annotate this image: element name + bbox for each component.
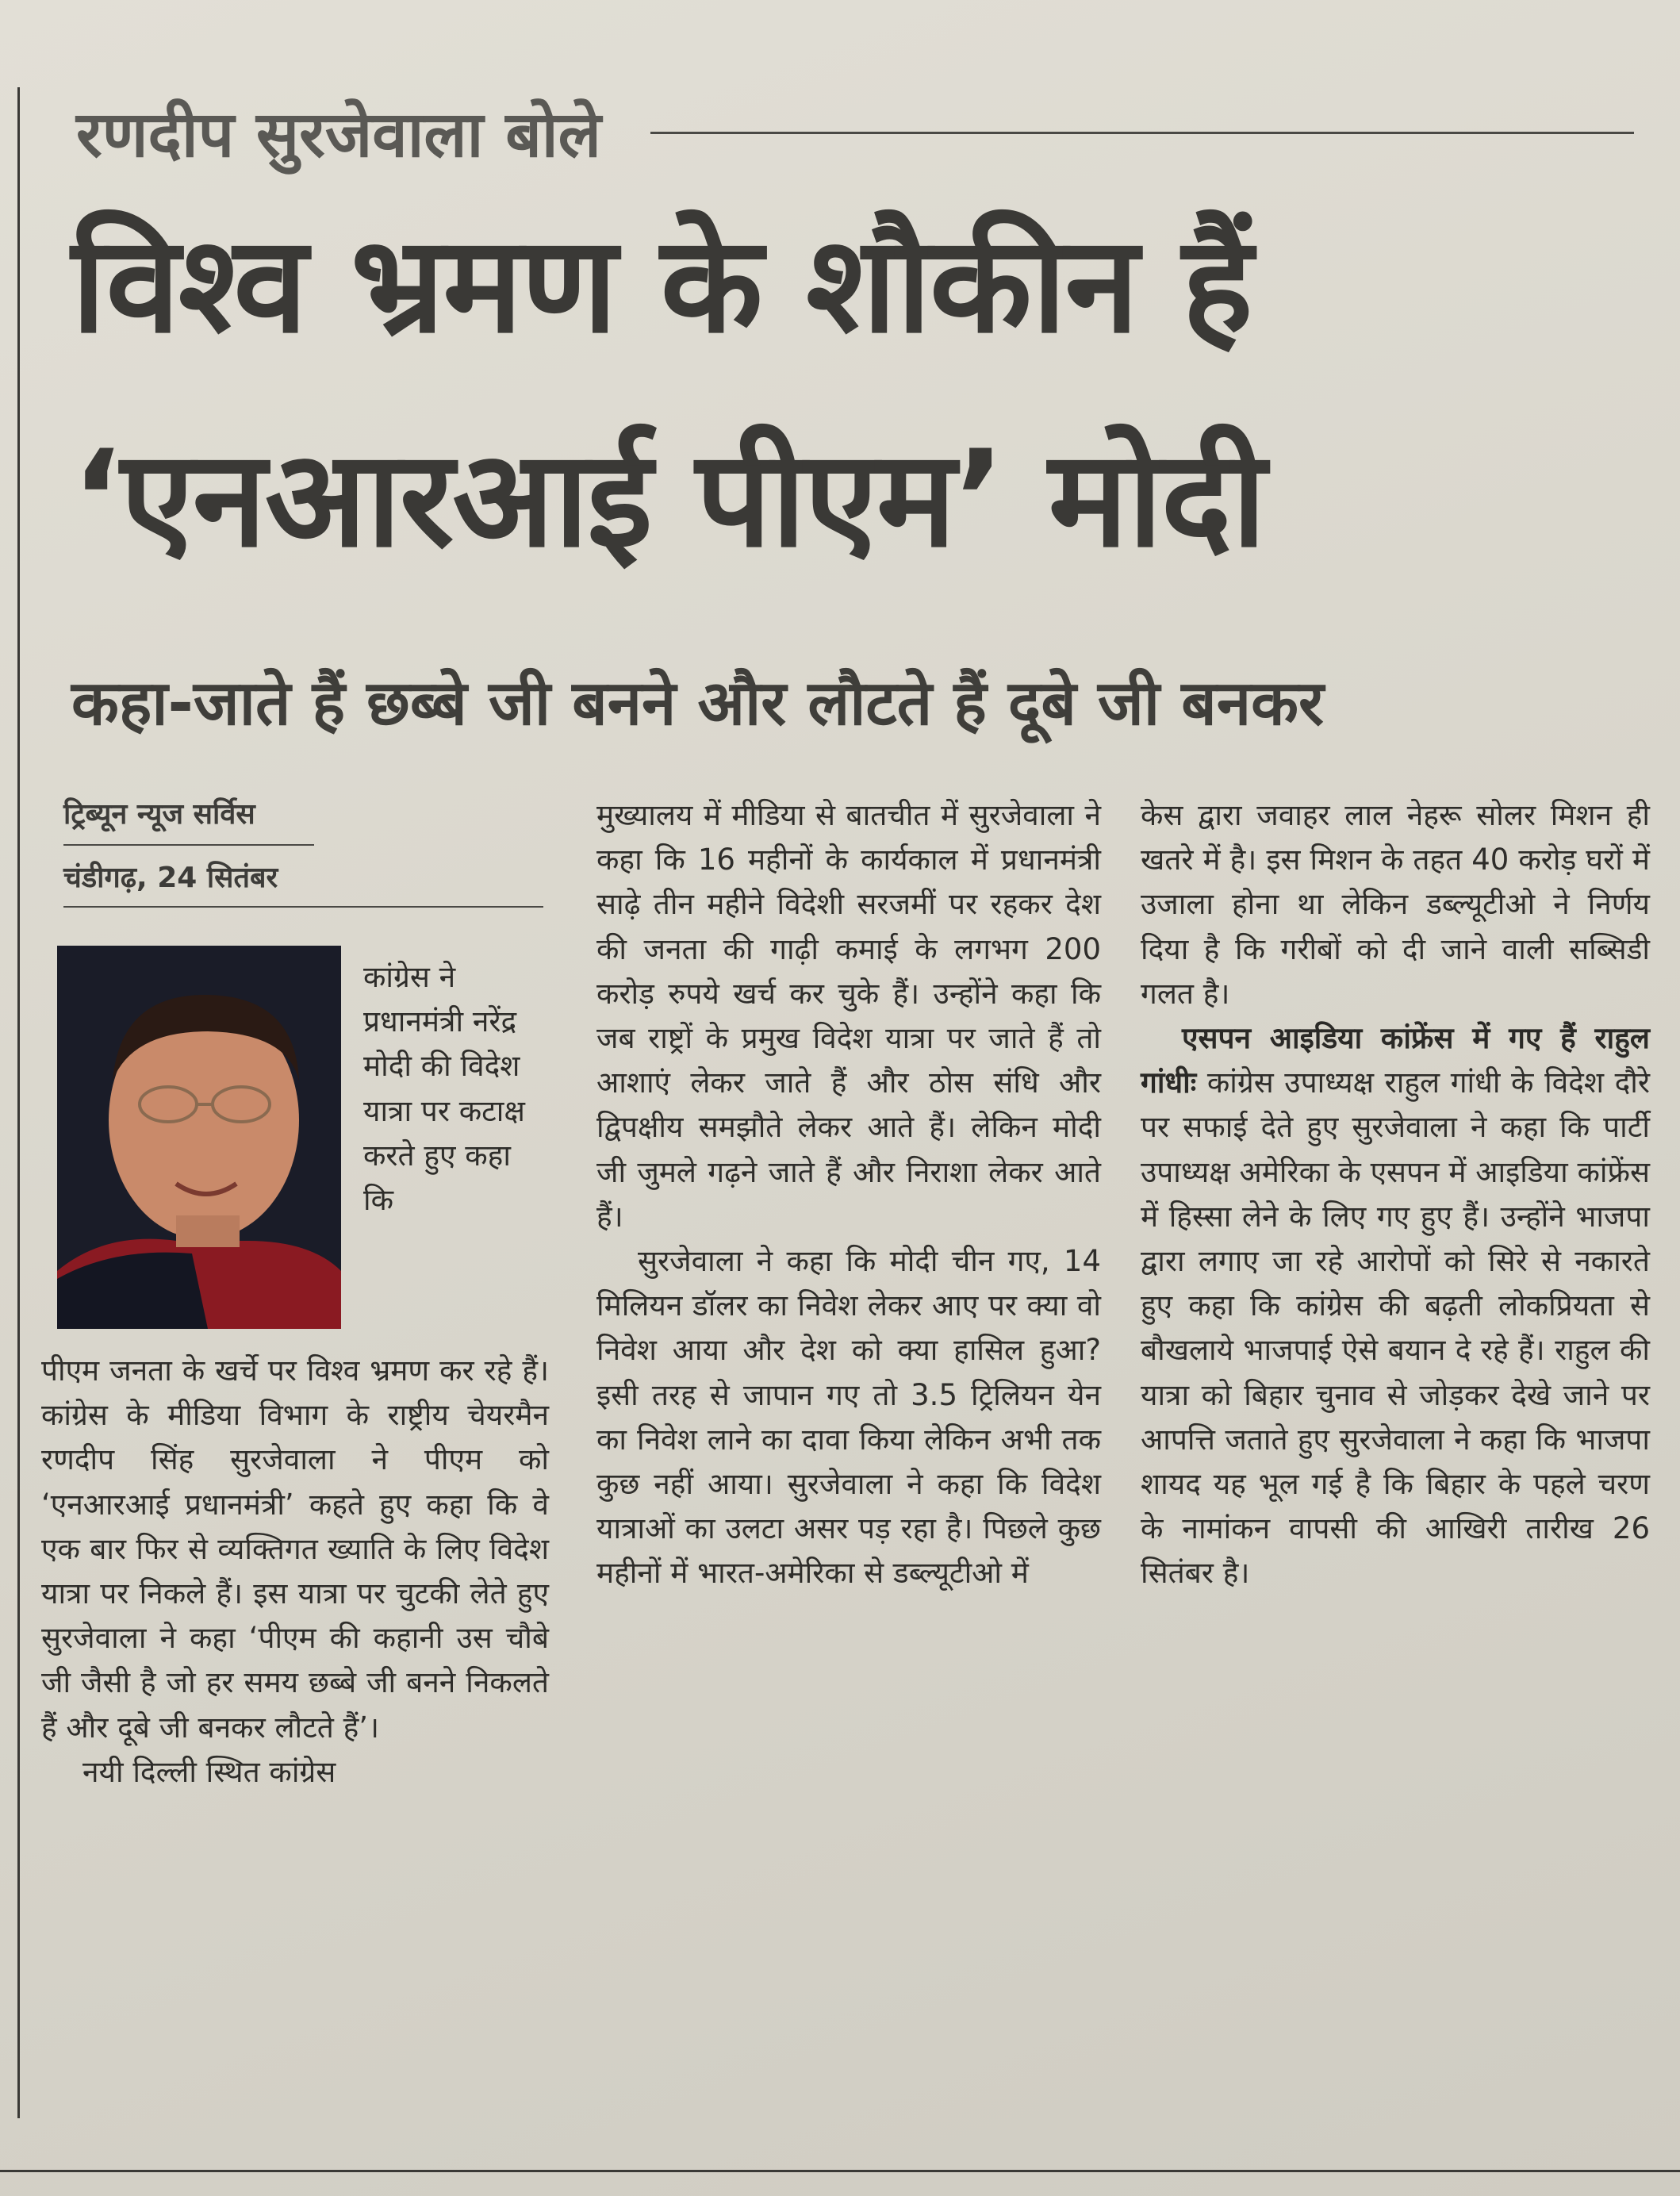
paragraph: केस द्वारा जवाहर लाल नेहरू सोलर मिशन ही खतरे में है। इस मिशन के तहत 40 करोड़ घरों में उजाला होना था लेकिन डब्ल्यूटीओ ने निर्णय दिया है कि गरीबों को दी जाने वाली सब्सिडी गलत है। — [1141, 798, 1650, 1011]
portrait-photo — [57, 946, 341, 1329]
paragraph-body: कांग्रेस उपाध्यक्ष राहुल गांधी के विदेश दौरे पर सफाई देते हुए सुरजेवाला ने कहा कि पार्टी उपाध्यक्ष अमेरिका के एसपन में आइडिया कांफ्रेंस में हिस्सा लेने के लिए गए हुए हैं। उन्होंने भाजपा द्वारा लगाए जा रहे आरोपों को सिरे से नकारते हुए कहा कि कांग्रेस की बढ़ती लोकप्रियता से बौखलाये भाजपाई ऐसे बयान दे रहे हैं। राहुल की यात्रा को बिहार चुनाव से जोड़कर देखे जाने पर आपत्ति जताते हुए सुरजेवाला ने कहा कि भाजपा शायद यह भूल गई है कि बिहार के पहले चरण के नामांकन वापसी की आखिरी तारीख 26 सितंबर है। — [1141, 1065, 1650, 1591]
column-3 — [1141, 793, 1650, 1596]
byline: ट्रिब्यून न्यूज सर्विस — [63, 798, 255, 831]
paragraph-with-lead — [1141, 1016, 1650, 1596]
bottom-rule — [0, 2170, 1680, 2172]
headline-line-2: ‘एनआरआई पीएम’ मोदी — [71, 421, 1265, 577]
paragraph: पीएम जनता के खर्चे पर विश्व भ्रमण कर रहे हैं। कांग्रेस के मीडिया विभाग के राष्ट्रीय चेयरमैन रणदीप सिंह सुरजेवाला ने पीएम को ‘एनआरआई प्रधानमंत्री’ कहते हुए कहा कि वे एक बार फिर से व्यक्तिगत ख्याति के लिए विदेश यात्रा पर निकले हैं। इस यात्रा पर चुटकी लेते हुए सुरजेवाला ने कहा ‘पीएम की कहानी उस चौबे जी जैसी है जो हर समय छब्बे जी बनने निकलते हैं और दूबे जी बनकर लौटते हैं’। — [41, 1353, 549, 1745]
column-2 — [596, 793, 1101, 1596]
paragraph-lead: एसपन आइडिया कांफ्रेंस में गए हैं राहुल गांधीः — [1141, 1021, 1650, 1100]
column-1 — [41, 1349, 549, 1795]
dateline: चंडीगढ़, 24 सितंबर — [63, 862, 278, 894]
byline-rule — [63, 844, 314, 846]
paragraph: सुरजेवाला ने कहा कि मोदी चीन गए, 14 मिलियन डॉलर का निवेश लेकर आए पर क्या वो निवेश आया और देश को क्या हासिल हुआ? इसी तरह से जापान गए तो 3.5 ट्रिलियन येन का निवेश लाने का दावा किया लेकिन अभी तक कुछ नहीं आया। सुरजेवाला ने कहा कि विदेश यात्राओं का उलटा असर पड़ रहा है। पिछले कुछ महीनों में भारत-अमेरिका से डब्ल्यूटीओ में — [596, 1244, 1101, 1591]
column-1-wrap-text — [363, 955, 547, 1223]
headline-line-1: विश्व भ्रमण के शौकीन हैं — [71, 207, 1252, 363]
paragraph: मुख्यालय में मीडिया से बातचीत में सुरजेवाला ने कहा कि 16 महीनों के कार्यकाल में प्रधानमंत्री साढ़े तीन महीने विदेशी सरजमीं पर रहकर देश की जनता की गाढ़ी कमाई के लगभग 200 करोड़ रुपये खर्च कर चुके हैं। उन्होंने कहा कि जब राष्ट्रों के प्रमुख विदेश यात्रा पर जाते हैं तो आशाएं लेकर जाते हैं और ठोस संधि और द्विपक्षीय समझौते लेकर आते हैं। लेकिन मोदी जी जुमले गढ़ने जाते हैं और निराशा लेकर आते हैं। — [596, 798, 1101, 1234]
dateline-rule — [63, 906, 543, 908]
kicker: रणदीप सुरजेवाला बोले — [76, 98, 601, 171]
column-rule-left — [17, 87, 20, 2118]
kicker-rule — [650, 132, 1634, 134]
portrait-illustration — [57, 946, 341, 1329]
paragraph: कांग्रेस ने प्रधानमंत्री नरेंद्र मोदी की विदेश यात्रा पर कटाक्ष करते हुए कहा कि — [363, 960, 525, 1218]
subheadline: कहा-जाते हैं छब्बे जी बनने और लौटते हैं दूबे जी बनकर — [71, 668, 1324, 739]
paragraph: नयी दिल्ली स्थित कांग्रेस — [82, 1754, 336, 1789]
